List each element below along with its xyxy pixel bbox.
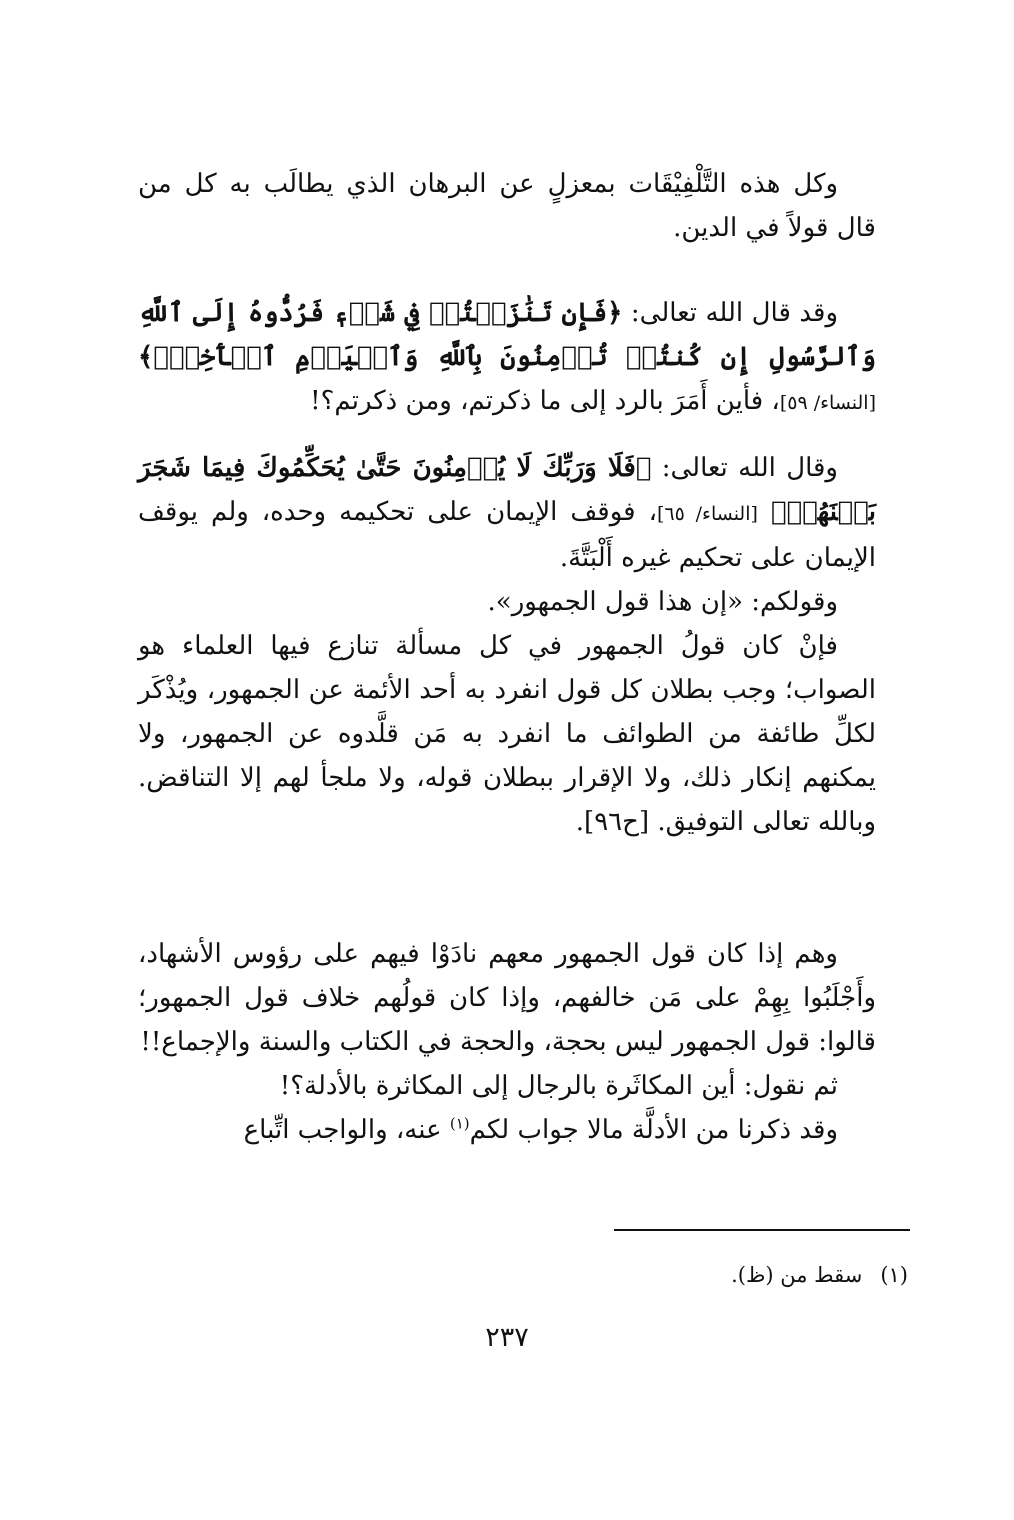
paragraph-8 (138, 1108, 876, 1152)
paragraph-8-after: عنه، والواجب اتِّباع (243, 1115, 450, 1145)
paragraph-6: وهم إذا كان قول الجمهور معهم نادَوْا فيهم على رؤوس الأشهاد، وأَجْلَبُوا بِهِمْ على مَن خالفهم، وإذا كان قولُهم خلاف قول الجمهور؛ قالوا: قول الجمهور ليس بحجة، والحجة في الكتاب والسنة والإجماع!! (138, 939, 876, 1057)
paragraph-8-before: وقد ذكرنا من الأدلَّة مالا جواب لكم (469, 1115, 838, 1145)
footnote (500, 1258, 908, 1292)
paragraph-2-intro: وقد قال الله تعالى: (630, 298, 839, 328)
text-block-3 (138, 446, 876, 844)
paragraph-3-intro: وقال الله تعالى: (661, 453, 838, 483)
paragraph-3-rest: ، فوقف الإيمان على تحكيمه وحده، ولم يوقف الإيمان على تحكيم غيره أَلْبَتَّةَ. (138, 497, 876, 573)
paragraph-3 (138, 446, 876, 580)
footnote-marker: (١) (449, 1114, 470, 1133)
verse-reference-65: [النساء/ ٦٥] (657, 503, 758, 525)
page-number: ٢٣٧ (485, 1322, 529, 1353)
paragraph-2 (138, 291, 876, 425)
footnote-divider (614, 1229, 910, 1231)
verse-reference-59: [النساء/ ٥٩] (779, 392, 876, 414)
footnote-text: سقط من (ظ). (731, 1263, 863, 1287)
quran-verse-an-nisa-59: ﴿فَإِن تَنَٰزَعۡتُمۡ فِي شَيۡءٖ فَرُدُّوهُ إِلَى ٱللَّهِ وَٱلرَّسُولِ إِن كُنتُمۡ تُؤۡمِنُونَ بِٱللَّهِ وَٱلۡيَوۡمِ ٱلۡأٓخِرِۚ﴾ (138, 298, 876, 372)
paragraph-4: وقولكم: «إن هذا قول الجمهور». (487, 587, 838, 617)
text-block-4 (138, 932, 876, 1152)
quran-verse-an-nisa-65: ﴿فَلَا وَرَبِّكَ لَا يُؤۡمِنُونَ حَتَّىٰ يُحَكِّمُوكَ فِيمَا شَجَرَ بَيۡنَهُمۡ﴾ (138, 453, 876, 527)
text-block-2 (138, 291, 876, 425)
paragraph-7: ثم نقول: أين المكاثَرة بالرجال إلى المكاثرة بالأدلة؟! (279, 1071, 838, 1101)
paragraph-2-rest: ، فأين أَمَرَ بالرد إلى ما ذكرتم، ومن ذكرتم؟! (310, 386, 780, 416)
footnote-number: (١) (880, 1263, 908, 1287)
paragraph-5: فإنْ كان قولُ الجمهور في كل مسألة تنازع فيها العلماء هو الصواب؛ وجب بطلان كل قول انفرد به أحد الأئمة عن الجمهور، ويُذْكَر لكلِّ طائفة من الطوائف ما انفرد به مَن قلَّدوه عن الجمهور، ولا يمكنهم إنكار ذلك، ولا الإقرار ببطلان قوله، ولا ملجأ لهم إلا التناقض. وبالله تعالى التوفيق. [ح٩٦]. (138, 631, 876, 837)
text-block-1 (138, 162, 876, 250)
paragraph-1: وكل هذه التَّلْفِيْقَات بمعزلٍ عن البرهان الذي يطالَب به كل من قال قولاً في الدين. (138, 169, 876, 243)
